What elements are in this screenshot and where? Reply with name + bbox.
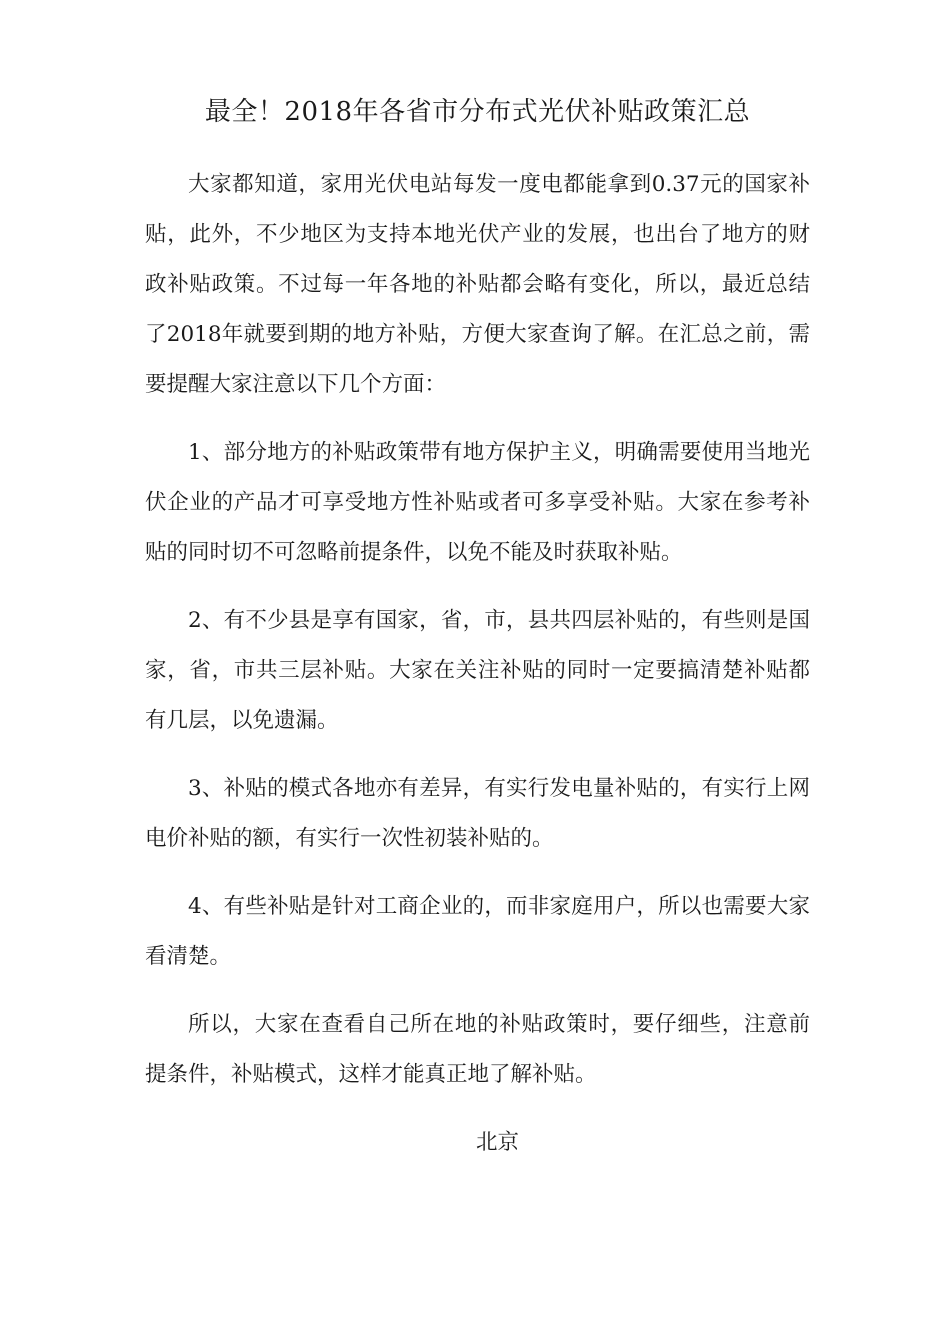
intro-paragraph: 大家都知道，家用光伏电站每发一度电都能拿到0.37元的国家补贴，此外，不少地区为支持本地光伏产业的发展，也出台了地方的财政补贴政策。不过每一年各地的补贴都会略有变化，所以，最近总结了2018年就要到期的地方补贴，方便大家查询了解。在汇总之前，需要提醒大家注意以下几个方面： <box>145 172 810 397</box>
point-1-paragraph: 1、部分地方的补贴政策带有地方保护主义，明确需要使用当地光伏企业的产品才可享受地方性补贴或者可多享受补贴。大家在参考补贴的同时切不可忽略前提条件，以免不能及时获取补贴。 <box>145 440 810 565</box>
point-4-paragraph: 4、有些补贴是针对工商企业的，而非家庭用户，所以也需要大家看清楚。 <box>145 894 810 969</box>
conclusion-paragraph: 所以，大家在查看自己所在地的补贴政策时，要仔细些，注意前提条件，补贴模式，这样才能真正地了解补贴。 <box>145 1012 810 1087</box>
point-3-paragraph: 3、补贴的模式各地亦有差异，有实行发电量补贴的，有实行上网电价补贴的额，有实行一次性初装补贴的。 <box>145 776 810 851</box>
point-2-paragraph: 2、有不少县是享有国家，省，市，县共四层补贴的，有些则是国家，省，市共三层补贴。大家在关注补贴的同时一定要搞清楚补贴都有几层，以免遗漏。 <box>145 608 810 733</box>
document-title: 最全！2018年各省市分布式光伏补贴政策汇总 <box>204 97 751 127</box>
section-heading-beijing: 北京 <box>475 1130 519 1155</box>
